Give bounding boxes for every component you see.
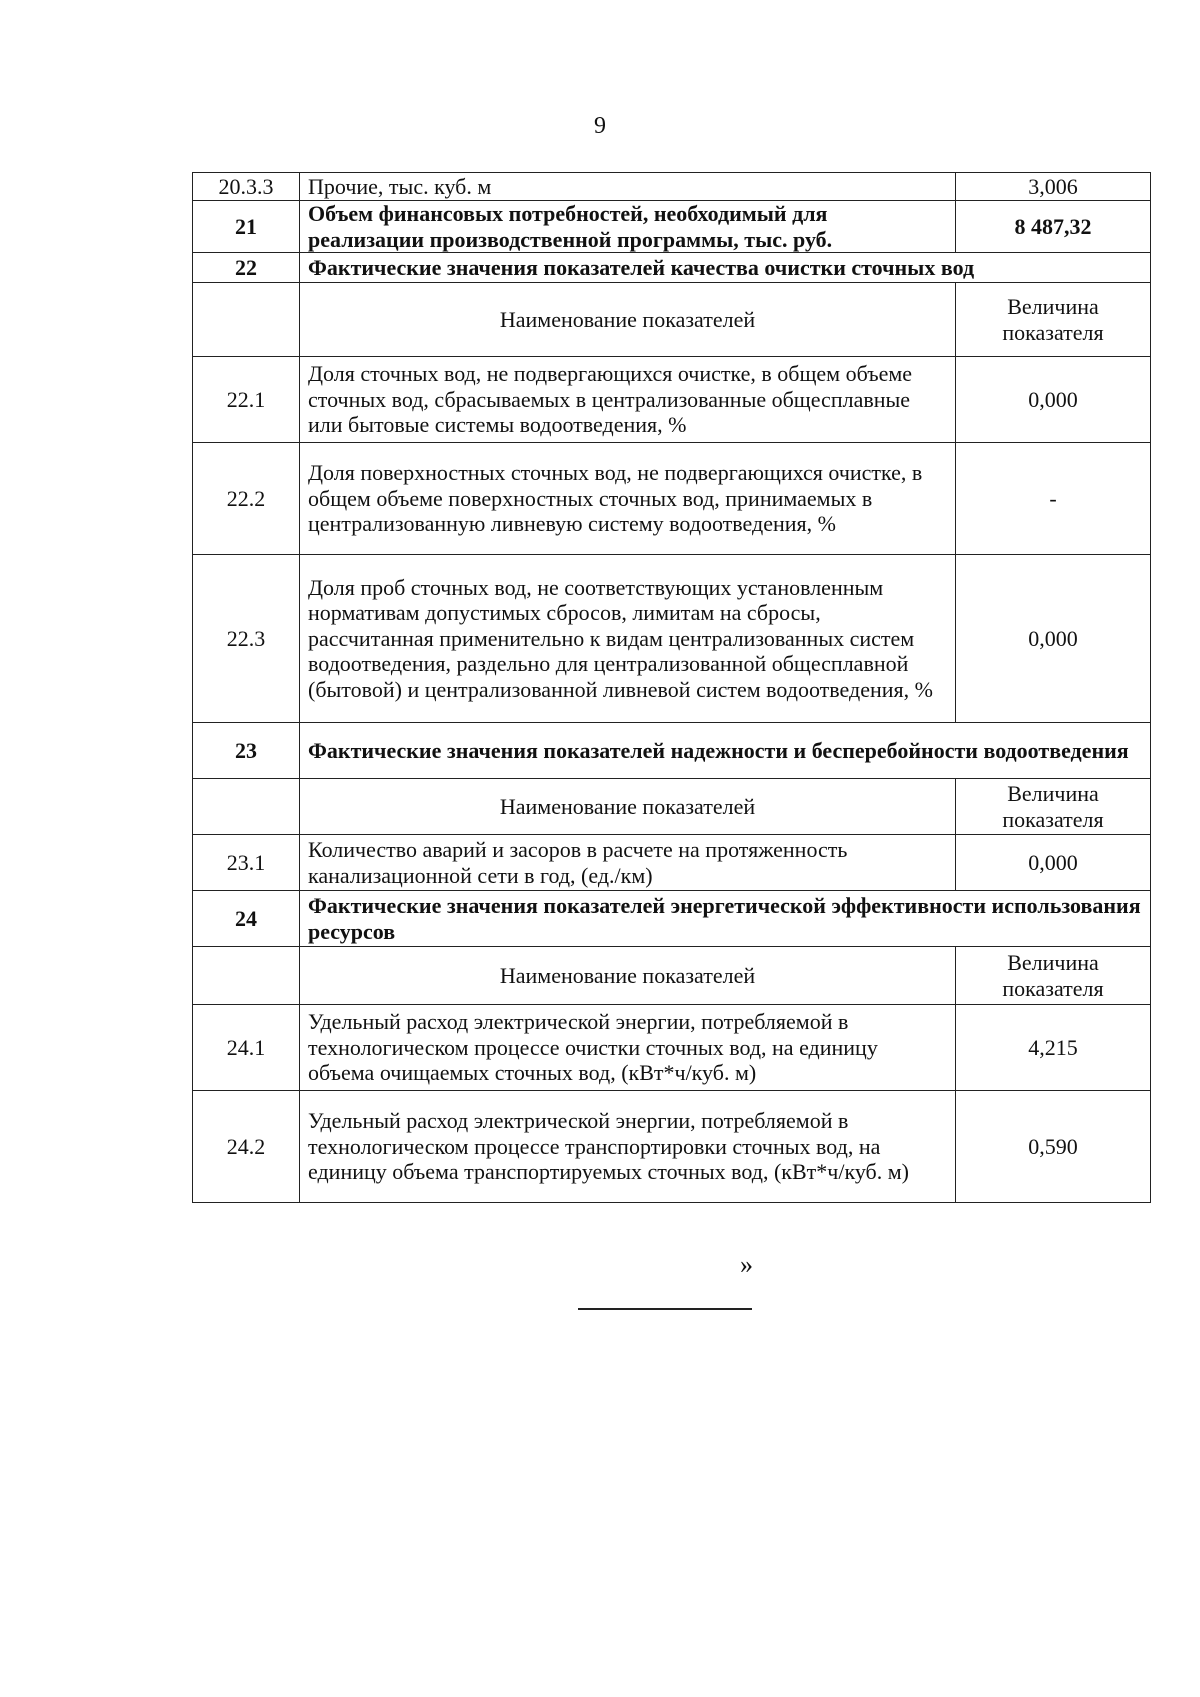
row-number: 20.3.3 (193, 173, 300, 201)
row-description: Доля проб сточных вод, не соответствующих установленным нормативам допустимых сбросов, лимитам на сбросы, рассчитанная применительно к видам централизованных систем водоотведения, раздельно для централизованной общесплавной (бытовой) и централизованной ливневой систем водоотведения, % (300, 555, 956, 723)
column-header-name: Наименование показателей (300, 283, 956, 357)
row-description: Удельный расход электрической энергии, потребляемой в технологическом процессе очистки сточных вод, на единицу объема очищаемых сточных вод, (кВт*ч/куб. м) (300, 1005, 956, 1091)
table-row (193, 443, 1151, 555)
section-number: 23 (193, 723, 300, 779)
section-header-row (193, 723, 1151, 779)
row-number: 23.1 (193, 835, 300, 891)
table-row (193, 555, 1151, 723)
row-description: Доля сточных вод, не подвергающихся очистке, в общем объеме сточных вод, сбрасываемых в централизованные общесплавные или бытовые системы водоотведения, % (300, 357, 956, 443)
row-number: 22.1 (193, 357, 300, 443)
page-number: 9 (594, 113, 606, 139)
row-description: Доля поверхностных сточных вод, не подвергающихся очистке, в общем объеме поверхностных сточных вод, принимаемых в централизованную ливневую систему водоотведения, % (300, 443, 956, 555)
empty-cell (193, 283, 300, 357)
column-header-name: Наименование показателей (300, 947, 956, 1005)
row-value: 0,590 (956, 1091, 1151, 1203)
column-header-row (193, 947, 1151, 1005)
section-header-row (193, 253, 1151, 283)
table-row (193, 1005, 1151, 1091)
empty-cell (193, 947, 300, 1005)
section-title: Фактические значения показателей энергетической эффективности использования ресурсов (300, 891, 1151, 947)
section-title: Фактические значения показателей качества очистки сточных вод (300, 253, 1151, 283)
row-description: Удельный расход электрической энергии, потребляемой в технологическом процессе транспортировки сточных вод, на единицу объема транспортируемых сточных вод, (кВт*ч/куб. м) (300, 1091, 956, 1203)
row-value: 0,000 (956, 555, 1151, 723)
row-value: 0,000 (956, 357, 1151, 443)
column-header-row (193, 283, 1151, 357)
column-header-value: Величина показателя (956, 779, 1151, 835)
section-number: 24 (193, 891, 300, 947)
row-value: - (956, 443, 1151, 555)
row-number: 24.2 (193, 1091, 300, 1203)
table-row (193, 835, 1151, 891)
section-header-row (193, 891, 1151, 947)
table-row (193, 357, 1151, 443)
table-row (193, 173, 1151, 201)
row-number: 24.1 (193, 1005, 300, 1091)
row-number: 22.2 (193, 443, 300, 555)
row-value: 4,215 (956, 1005, 1151, 1091)
row-value: 3,006 (956, 173, 1151, 201)
row-description: Количество аварий и засоров в расчете на протяженность канализационной сети в год, (ед./км) (300, 835, 956, 891)
column-header-value: Величина показателя (956, 283, 1151, 357)
row-value: 0,000 (956, 835, 1151, 891)
column-header-name: Наименование показателей (300, 779, 956, 835)
row-number: 22.3 (193, 555, 300, 723)
closing-quote: » (740, 1250, 753, 1279)
indicators-table (192, 172, 1151, 1203)
row-number: 21 (193, 201, 300, 253)
section-title: Фактические значения показателей надежности и бесперебойности водоотведения (300, 723, 1151, 779)
column-header-row (193, 779, 1151, 835)
empty-cell (193, 779, 300, 835)
section-number: 22 (193, 253, 300, 283)
row-description: Объем финансовых потребностей, необходимый для реализации производственной программы, тыс. руб. (300, 201, 956, 253)
column-header-value: Величина показателя (956, 947, 1151, 1005)
table-row (193, 1091, 1151, 1203)
end-rule (578, 1308, 752, 1310)
table-row (193, 201, 1151, 253)
row-value: 8 487,32 (956, 201, 1151, 253)
row-description: Прочие, тыс. куб. м (300, 173, 956, 201)
